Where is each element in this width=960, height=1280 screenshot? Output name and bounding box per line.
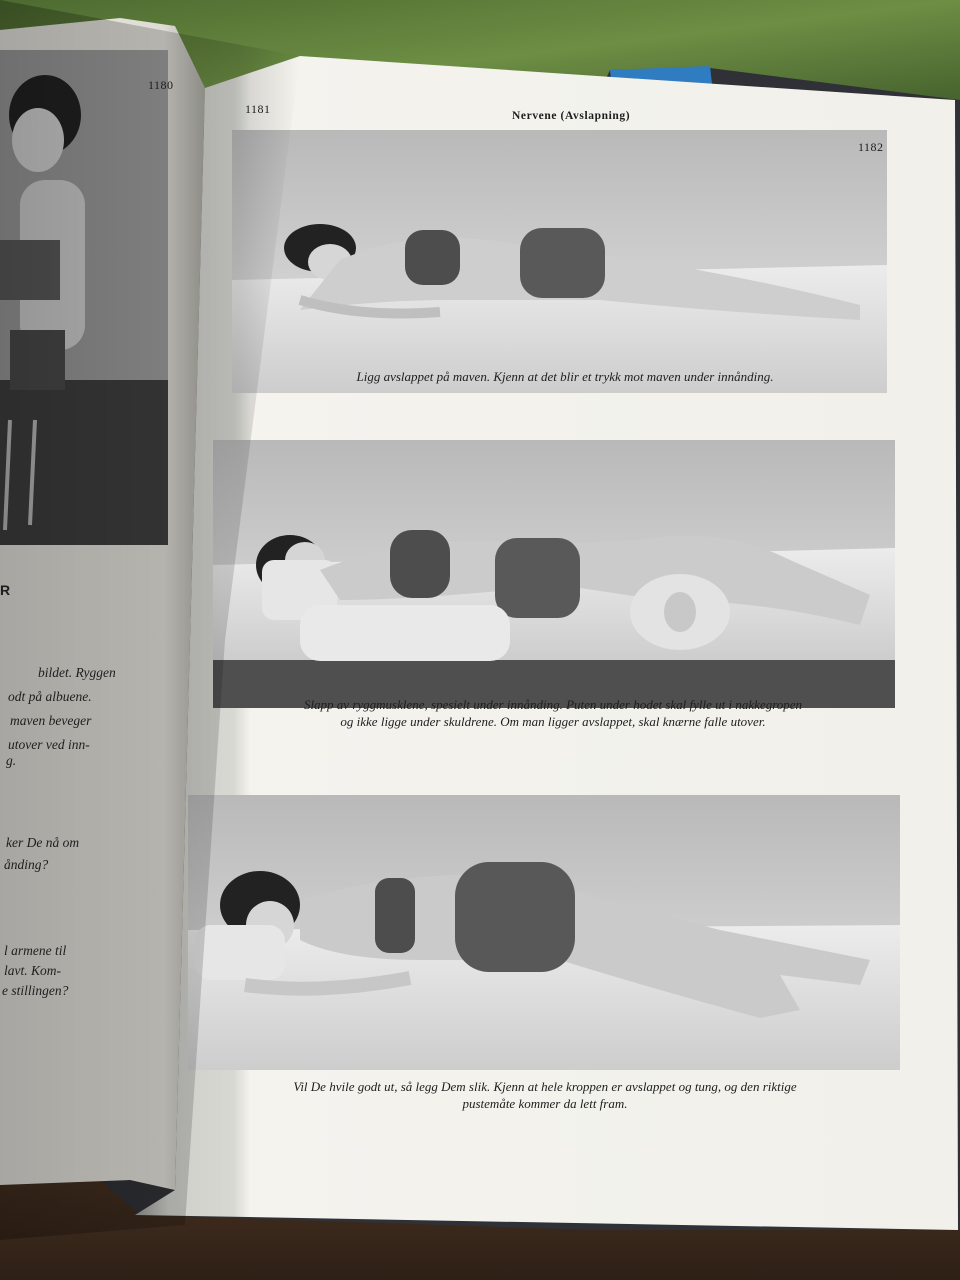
photo-2-caption-line: Slapp av ryggmusklene, spesielt under innånding. Puten under hodet skal fylle ut i nakkegropen (303, 697, 803, 712)
left-page-number: 1180 (148, 78, 174, 92)
right-page-number-1181: 1181 (245, 102, 271, 116)
left-text-fragment: e stillingen? (2, 983, 69, 998)
photo-3-caption (185, 1078, 905, 1112)
left-text-fragment: odt på albuene. (8, 689, 92, 704)
left-text-fragment: ker De nå om (6, 835, 80, 850)
left-text-fragment: ånding? (4, 857, 49, 872)
photo-lying-prone (232, 130, 887, 393)
photo-lying-on-side (188, 795, 900, 1070)
photo-3-caption-line: pustemåte kommer da lett fram. (462, 1096, 628, 1111)
left-text-fragment: g. (6, 753, 17, 768)
photo-2-caption-line: og ikke ligge under skuldrene. Om man ligger avslappet, skal knærne falle utover. (340, 714, 766, 729)
right-page-number-1182: 1182 (858, 140, 884, 154)
photo-1-caption: Ligg avslappet på maven. Kjenn at det blir et trykk mot maven under innånding. (356, 369, 774, 384)
left-text-fragment: utover ved inn- (8, 737, 90, 752)
photo-2-caption (208, 696, 898, 730)
left-text-fragment: lavt. Kom- (4, 963, 61, 978)
left-text-fragment: R (0, 582, 11, 598)
running-header: Nervene (Avslapning) (512, 110, 631, 122)
left-text-fragment: bildet. Ryggen (38, 665, 116, 680)
left-text-fragment: l armene til (4, 943, 67, 958)
photo-3-caption-line: Vil De hvile godt ut, så legg Dem slik. Kjenn at hele kroppen er avslappet og tung, og den riktige (293, 1079, 797, 1094)
left-text-fragment: maven beveger (10, 713, 92, 728)
photo-lying-supine-with-bolster (213, 440, 895, 708)
